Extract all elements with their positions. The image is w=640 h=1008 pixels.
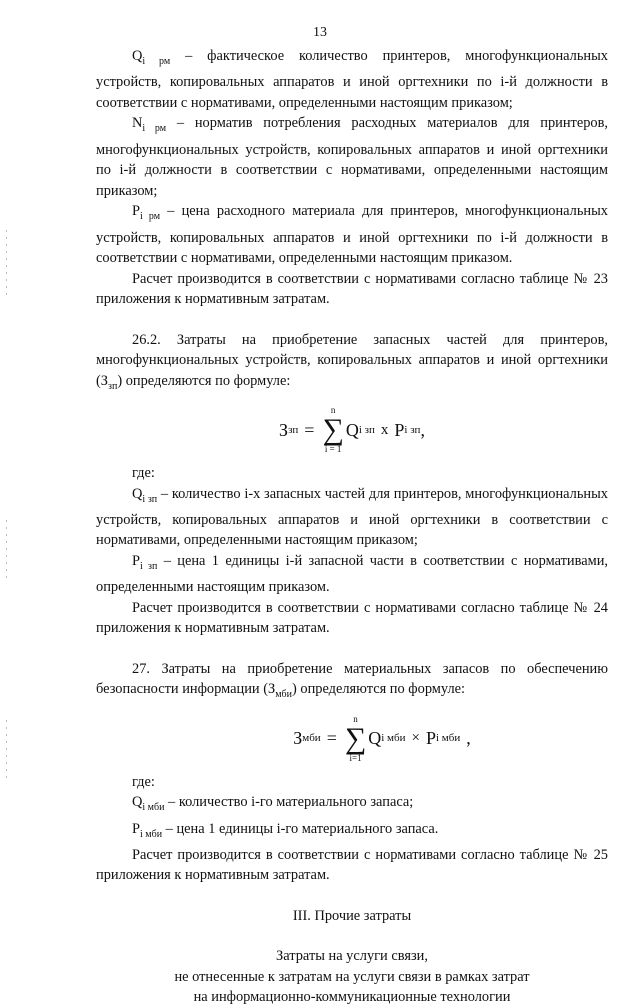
scan-edge-mark	[6, 520, 7, 580]
scan-edge-mark	[6, 230, 7, 300]
def-q-zp: $Q_{i зп}$ – количество i-х запасных частей для принтеров, многофункциональных устройств, копировальных аппаратов и иной оргтехники в соответствии с нормативами, определенными настоящим приказом;	[96, 485, 608, 549]
where-label-2: где:	[132, 773, 155, 790]
section-27: 27. Затраты на приобретение материальных запасов по обеспечению безопасности информации $(З_{мби})$ определяются по формуле:	[96, 660, 608, 701]
where-label: где:	[132, 465, 155, 481]
subsection-title-line-1: Затраты на услуги связи,	[276, 948, 428, 965]
document-body	[96, 46, 608, 1008]
def-p-zp: $P_{i зп}$ – цена 1 единицы i-й запасной части в соответствии с нормативами, определенными настоящим приказом.	[96, 552, 608, 596]
def-p-mbi: $P_{i мби}$ – цена 1 единицы i-го материального запаса.	[132, 820, 439, 840]
sum-symbol: n ∑ i = 1	[322, 405, 344, 454]
calc-note-24: Расчет производится в соответствии с нормативами согласно таблице № 24 приложения к нормативным затратам.	[96, 599, 608, 637]
section-heading: III. Прочие затраты	[292, 907, 412, 924]
sum-symbol: n ∑ i=1	[344, 713, 367, 763]
def-q-mbi: $Q_{i мби}$ – количество i-го материального запаса;	[132, 794, 414, 813]
formula-mbi: З мби = n ∑ i=1 Q i мби × P i мби ,	[293, 713, 471, 763]
calc-note-23: Расчет производится в соответствии с нормативами согласно таблице № 23 приложения к нормативным затратам.	[96, 270, 608, 308]
def-n-rm: $N_{i рм}$ – норматив потребления расходных материалов для принтеров, многофункциональных устройств, копировальных аппаратов и иной оргтехники по i-й должности в соответствии с нормативами, определенными настоящим приказом;	[96, 115, 608, 199]
subsection-title-line-3: на информационно-коммуникационные технологии	[193, 989, 511, 1006]
scan-edge-mark	[6, 720, 7, 780]
formula-zp: З зп = n ∑ i = 1 Q i зп x P i зп ,	[279, 405, 425, 454]
page-number: 13	[313, 25, 327, 40]
def-p-rm: $P_{i рм}$ – цена расходного материала для принтеров, многофункциональных устройств, копировальных аппаратов и иной оргтехники по i-й должности в соответствии с нормативами, определенными настоящим приказом.	[96, 203, 608, 267]
subsection-title-line-2: не отнесенные к затратам на услуги связи в рамках затрат	[174, 968, 530, 985]
section-26-2: 26.2. Затраты на приобретение запасных частей для принтеров, многофункциональных устройств, копировальных аппаратов и иной оргтехники $(З_{зп})$ определяются по формуле:	[96, 331, 608, 392]
def-q-rm: $Q_{i рм}$ – фактическое количество принтеров, многофункциональных устройств, копировальных аппаратов и иной оргтехники по i-й должности в соответствии с нормативами, определенными настоящим приказом;	[96, 48, 608, 111]
calc-note-25: Расчет производится в соответствии с нормативами согласно таблице № 25 приложения к нормативным затратам.	[96, 846, 608, 884]
